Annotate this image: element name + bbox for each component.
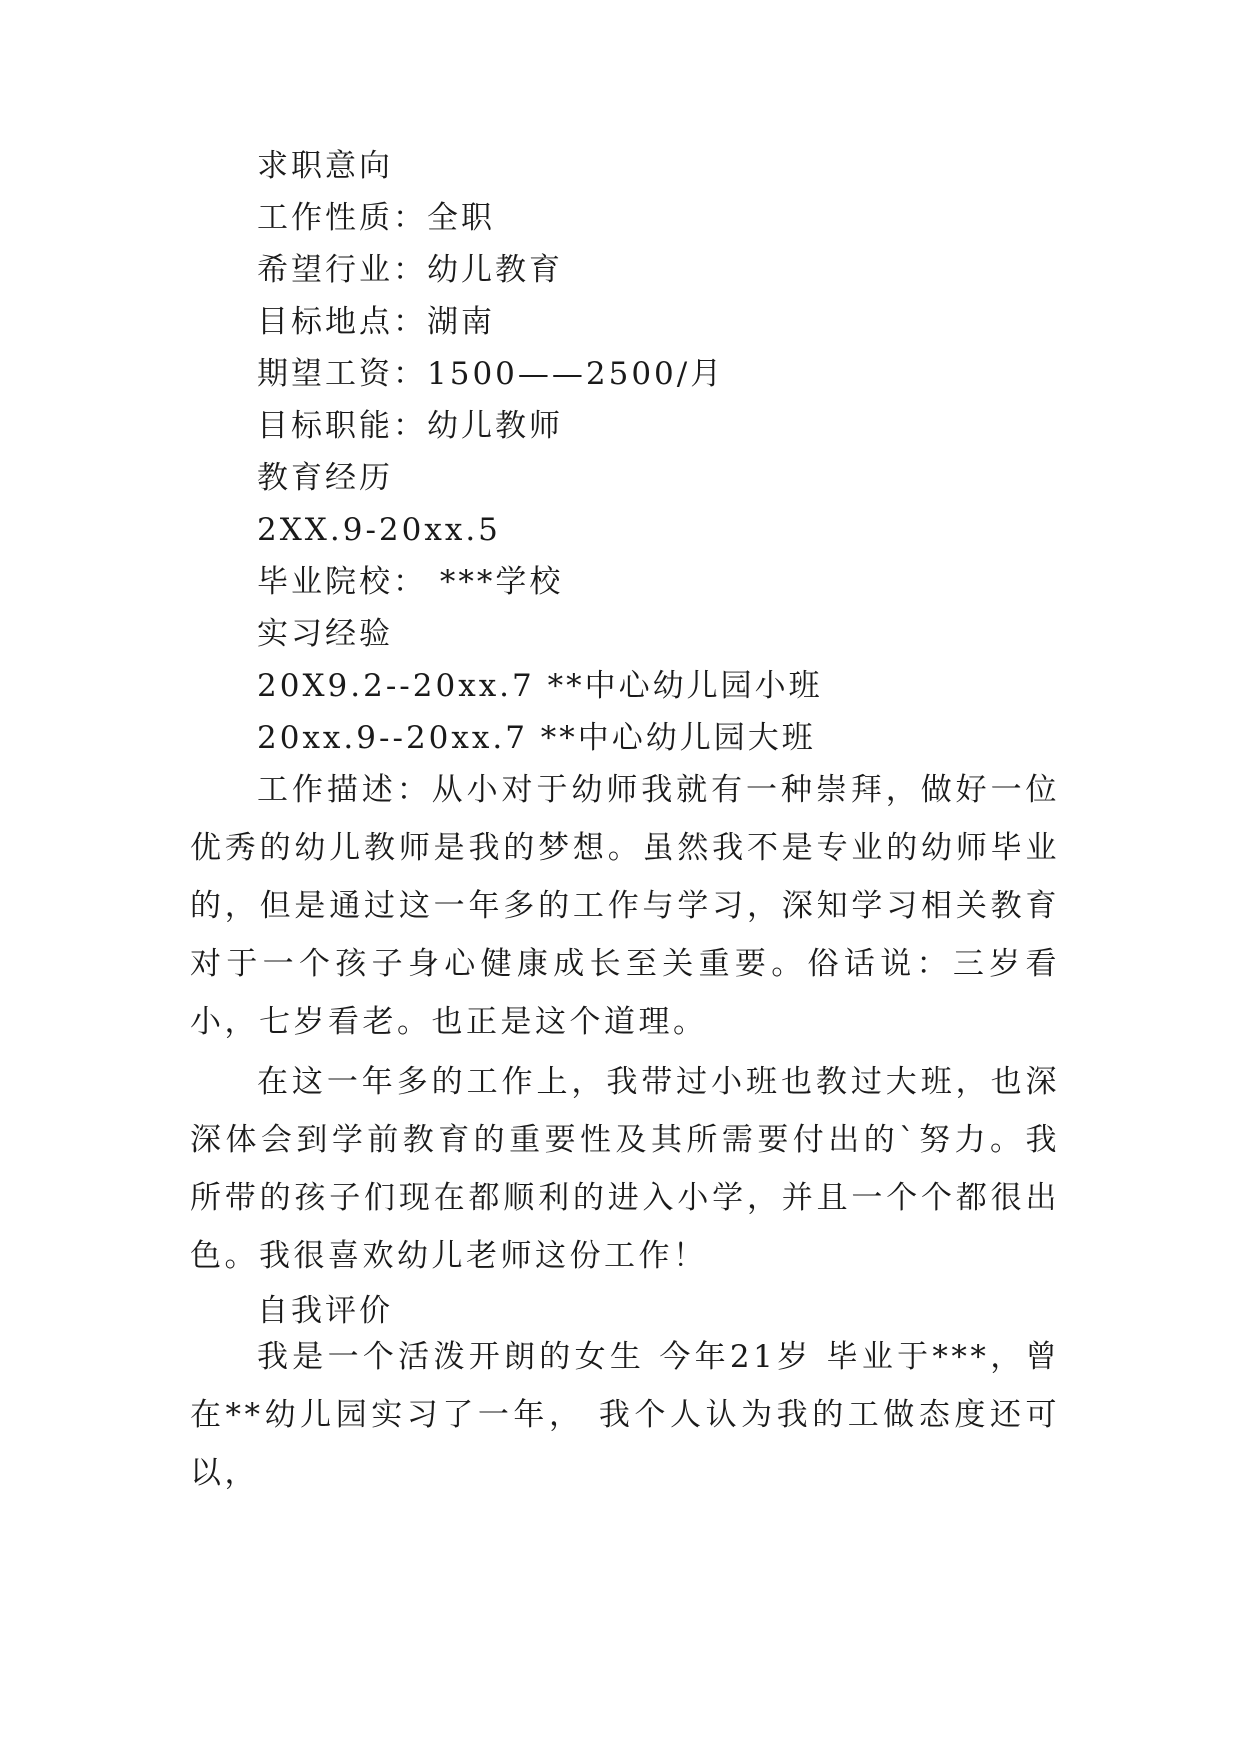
internship-line-1: 20X9.2--20xx.7 **中心幼儿园小班 xyxy=(257,668,823,704)
section-heading-internship: 实习经验 xyxy=(257,616,393,652)
experience-paragraph: 在这一年多的工作上，我带过小班也教过大班，也深深体会到学前教育的重要性及其所需要付出的`努力。我所带的孩子们现在都顺利的进入小学，并且一个个都很出色。我很喜欢幼儿老师这份工作！ xyxy=(190,1064,1060,1274)
job-function-line: 目标职能：幼儿教师 xyxy=(257,408,563,444)
section-heading-job-intention: 求职意向 xyxy=(257,148,393,184)
work-description-paragraph: 工作描述：从小对于幼师我就有一种崇拜，做好一位优秀的幼儿教师是我的梦想。虽然我不是专业的幼师毕业的，但是通过这一年多的工作与学习，深知学习相关教育对于一个孩子身心健康成长至关重要。俗话说：三岁看小，七岁看老。也正是这个道理。 xyxy=(190,772,1060,1040)
education-dates-line: 2XX.9-20xx.5 xyxy=(257,512,501,548)
salary-line: 期望工资：1500——2500/月 xyxy=(257,356,725,392)
school-line: 毕业院校： ***学校 xyxy=(257,564,564,600)
location-line: 目标地点：湖南 xyxy=(257,304,495,340)
section-heading-education: 教育经历 xyxy=(257,460,393,496)
internship-line-2: 20xx.9--20xx.7 **中心幼儿园大班 xyxy=(257,720,816,756)
section-heading-self-evaluation: 自我评价 xyxy=(257,1293,393,1329)
industry-line: 希望行业：幼儿教育 xyxy=(257,252,563,288)
work-type-line: 工作性质：全职 xyxy=(257,200,495,236)
self-evaluation-paragraph: 我是一个活泼开朗的女生 今年21岁 毕业于***，曾在**幼儿园实习了一年， 我个人认为我的工做态度还可以， xyxy=(190,1339,1060,1491)
